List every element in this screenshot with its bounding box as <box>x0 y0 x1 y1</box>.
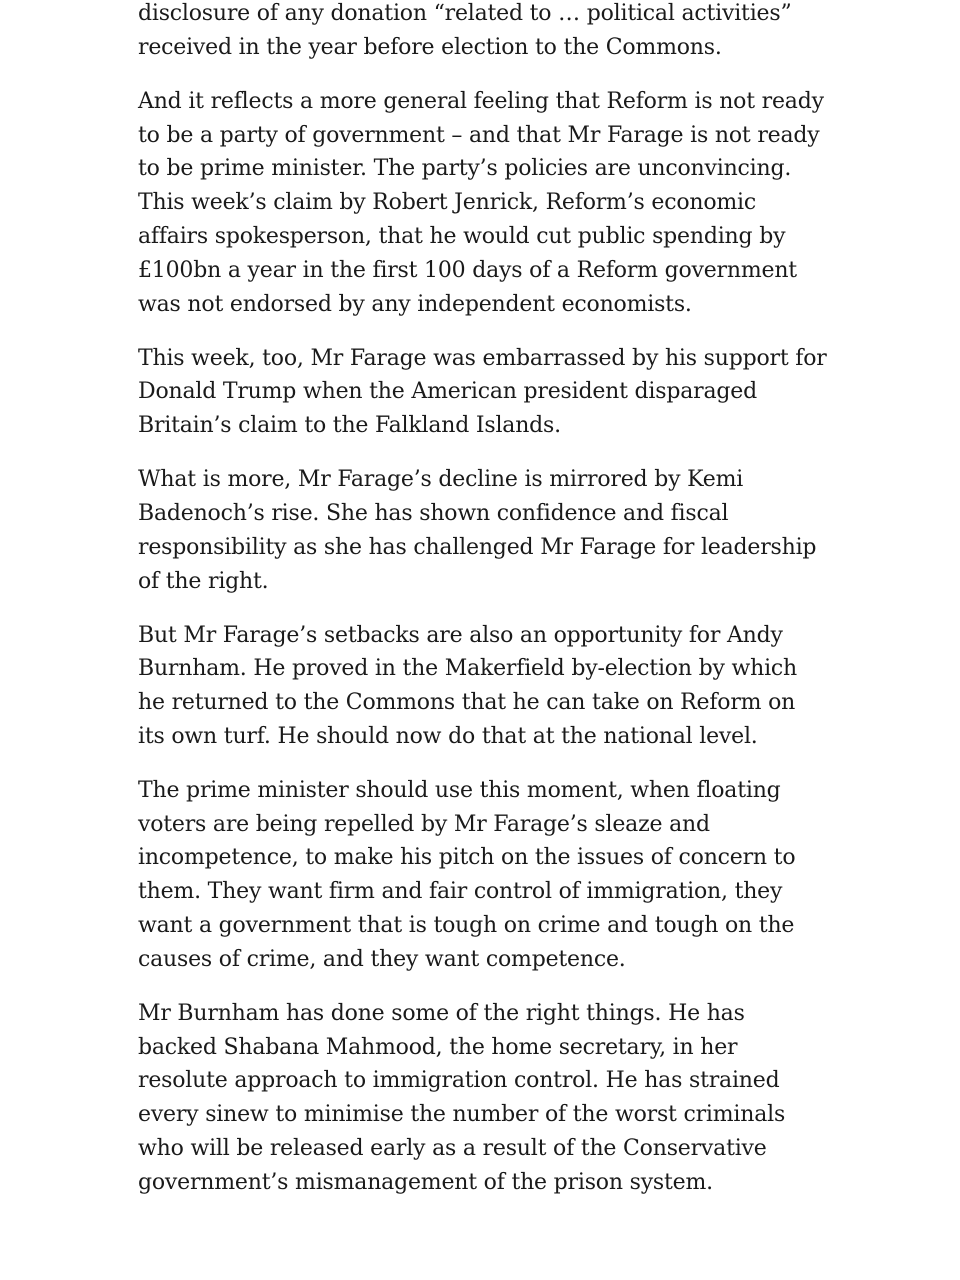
article-paragraph-prime-minister-pitch: The prime minister should use this moment, when floating voters are being repelled by Mr Farage’s sleaze and incompetence, to make his pitch on the issues of concern to them. They want firm and fair control of immigration, they want a government that is tough on crime and tough on the causes of crime, and they want competence. <box>138 777 796 972</box>
article-paragraph-trump-falklands: This week, too, Mr Farage was embarrassed by his support for Donald Trump when the American president disparaged Britain’s claim to the Falkland Islands. <box>138 345 827 439</box>
article-paragraph-burnham-opportunity: But Mr Farage’s setbacks are also an opportunity for Andy Burnham. He proved in the Makerfield by-election by which he returned to the Commons that he can take on Reform on its own turf. He should now do that at the national level. <box>138 622 798 749</box>
article-paragraph-badenoch-rise: What is more, Mr Farage’s decline is mirrored by Kemi Badenoch’s rise. She has shown confidence and fiscal responsibility as she has challenged Mr Farage for leadership of the right. <box>138 467 817 594</box>
article-paragraph-burnham-right-things: Mr Burnham has done some of the right things. He has backed Shabana Mahmood, the home secretary, in her resolute approach to immigration control. He has strained every sinew to minimise the number of the worst criminals who will be released early as a result of the Conservative government’s mismanagement of the prison system. <box>138 1000 786 1195</box>
article-paragraph-reform-not-ready: And it reflects a more general feeling that Reform is not ready to be a party of government – and that Mr Farage is not ready to be prime minister. The party’s policies are unconvincing. This week’s claim by Robert Jenrick, Reform’s economic affairs spokesperson, that he would cut public spending by £100bn a year in the first 100 days of a Reform government was not endorsed by any independent economists. <box>138 88 824 317</box>
article-paragraph-donation-disclosure: disclosure of any donation “related to … political activities” received in the year before election to the Commons. <box>138 1 792 60</box>
article-body <box>138 0 828 1220</box>
